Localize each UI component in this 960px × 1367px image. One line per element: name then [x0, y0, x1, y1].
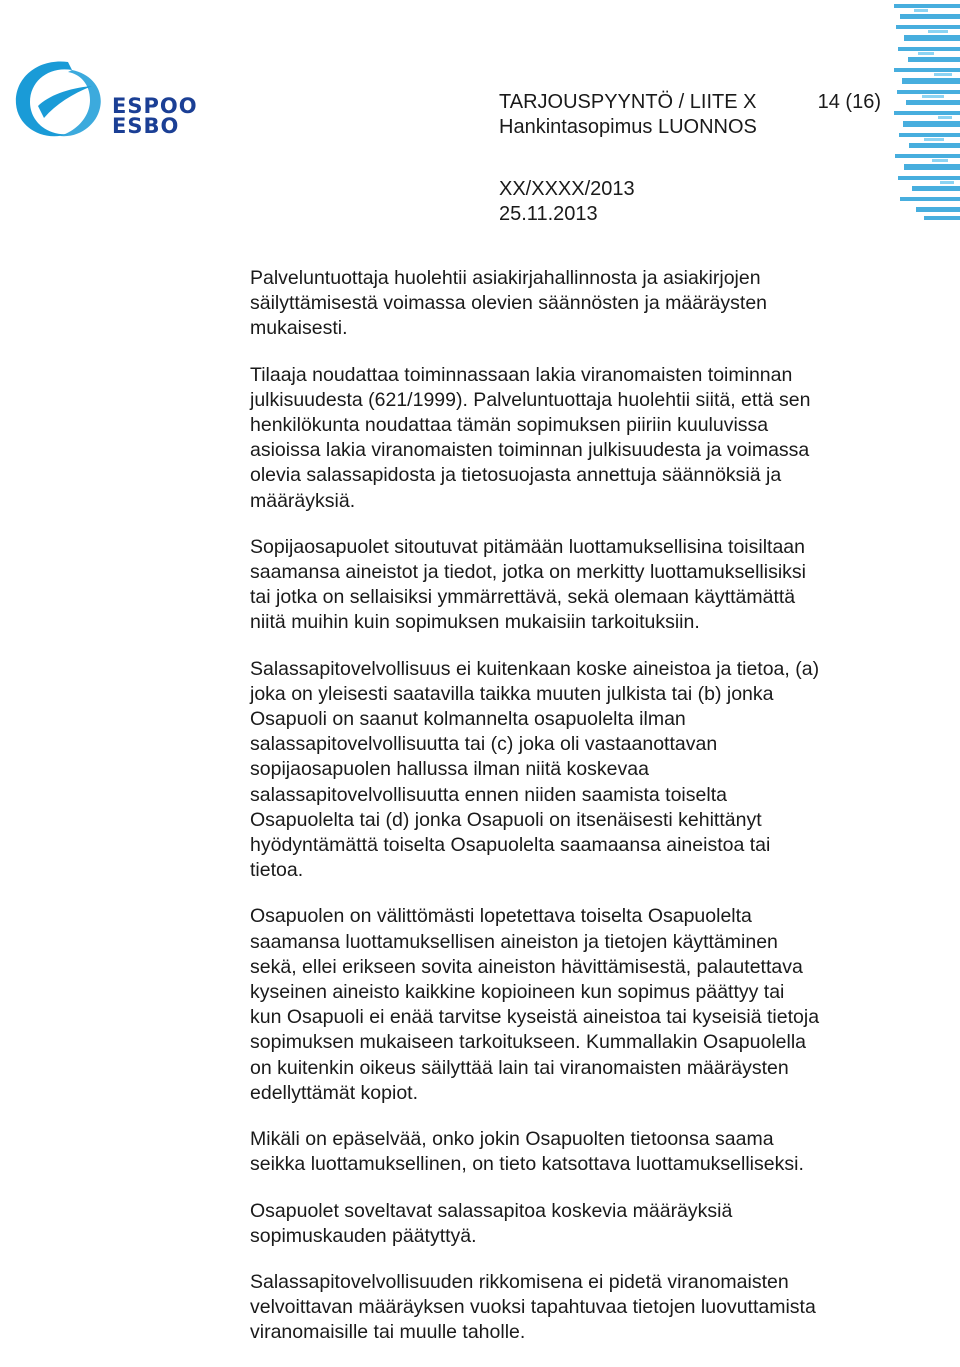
logo-line-espoo: ESPOO [112, 94, 198, 118]
document-body [250, 266, 910, 1367]
paragraph-confidentiality-commitment: Sopijaosapuolet sitoutuvat pitämään luottamuksellisina toisiltaan saamansa aineistot ja tiedot, jotka on merkitty luottamuksellisiksi tai jotka on sellaisiksi ymmärrettävä, sekä olemaan käyttämättä niitä muihin kuin sopimuksen mukaisiin tarkoituksiin. [250, 535, 806, 634]
paragraph-authority-disclosure: Salassapitovelvollisuuden rikkomisena ei pidetä viranomaisten velvoittavan määräyksen vuoksi tapahtuvaa tietojen luovuttamista viranomaisille tai muulle taholle. [250, 1270, 816, 1344]
document-header [499, 90, 899, 227]
document-subtitle: Hankintasopimus LUONNOS [499, 116, 757, 138]
paragraph-material-return: Osapuolen on välittömästi lopetettava toiselta Osapuolelta saamansa luottamuksellisen aineiston ja tietojen käyttäminen sekä, ellei erikseen sovita aineiston hävittämisestä, palautettava kyseinen aineisto kaikkine kopioineen kun sopimus päättyy tai kun Osapuoli ei enää tarvitse kyseistä aineistoa tai kyseisiä tietoja sopimuksen mukaiseen tarkoitukseen. Kummallakin Osapuolella on kuitenkin oikeus säilyttää lain tai viranomaisten määräysten edellyttämät kopiot. [250, 905, 820, 1104]
document-reference: XX/XXXX/2013 [499, 178, 635, 200]
espoo-swirl-icon [8, 56, 112, 146]
paragraph-confidentiality-exceptions: Salassapitovelvollisuus ei kuitenkaan koske aineistoa ja tietoa, (a) joka on yleisesti saatavilla taikka muuten julkista tai (b) jonka Osapuoli on saanut kolmannelta osapuolelta ilman salassapitovelvollisuutta tai (c) joka oli vastaanottavan sopijaosapuolen hallussa ilman niitä koskevaa salassapitovelvollisuutta ennen niiden saamista toiselta Osapuolelta tai (d) jonka Osapuoli on itsenäisesti kehittänyt hyödyntämättä toiselta Osapuolelta saamaansa aineistoa tai tietoa. [250, 657, 820, 882]
document-date: 25.11.2013 [499, 203, 598, 225]
espoo-logo [8, 56, 208, 156]
paragraph-unclear-confidentiality: Mikäli on epäselvää, onko jokin Osapuolten tietoonsa saama seikka luottamuksellinen, on tieto katsottava luottamukselliseksi. [250, 1128, 804, 1176]
logo-line-esbo: ESBO [112, 114, 180, 138]
decorative-corner-pattern [894, 4, 960, 222]
paragraph-records-management: Palveluntuottaja huolehtii asiakirjahallinnosta ja asiakirjojen säilyttämisestä voimassa olevien säännösten ja määräysten mukaisesti. [250, 267, 768, 340]
document-title: TARJOUSPYYNTÖ / LIITE X [499, 91, 757, 113]
page-number: 14 (16) [817, 91, 881, 113]
paragraph-post-contract: Osapuolet soveltavat salassapitoa koskevia määräyksiä sopimuskauden päätyttyä. [250, 1199, 733, 1247]
paragraph-publicity-act: Tilaaja noudattaa toiminnassaan lakia viranomaisten toiminnan julkisuudesta (621/1999). Palveluntuottaja huolehtii siitä, että sen henkilökunta noudattaa tämän sopimuksen piiriin kuuluvissa asioissa lakia viranomaisten toiminnan julkisuudesta ja voimassa olevia salassapidosta ja tietosuojasta annettuja säännöksiä ja määräyksiä. [250, 363, 811, 512]
